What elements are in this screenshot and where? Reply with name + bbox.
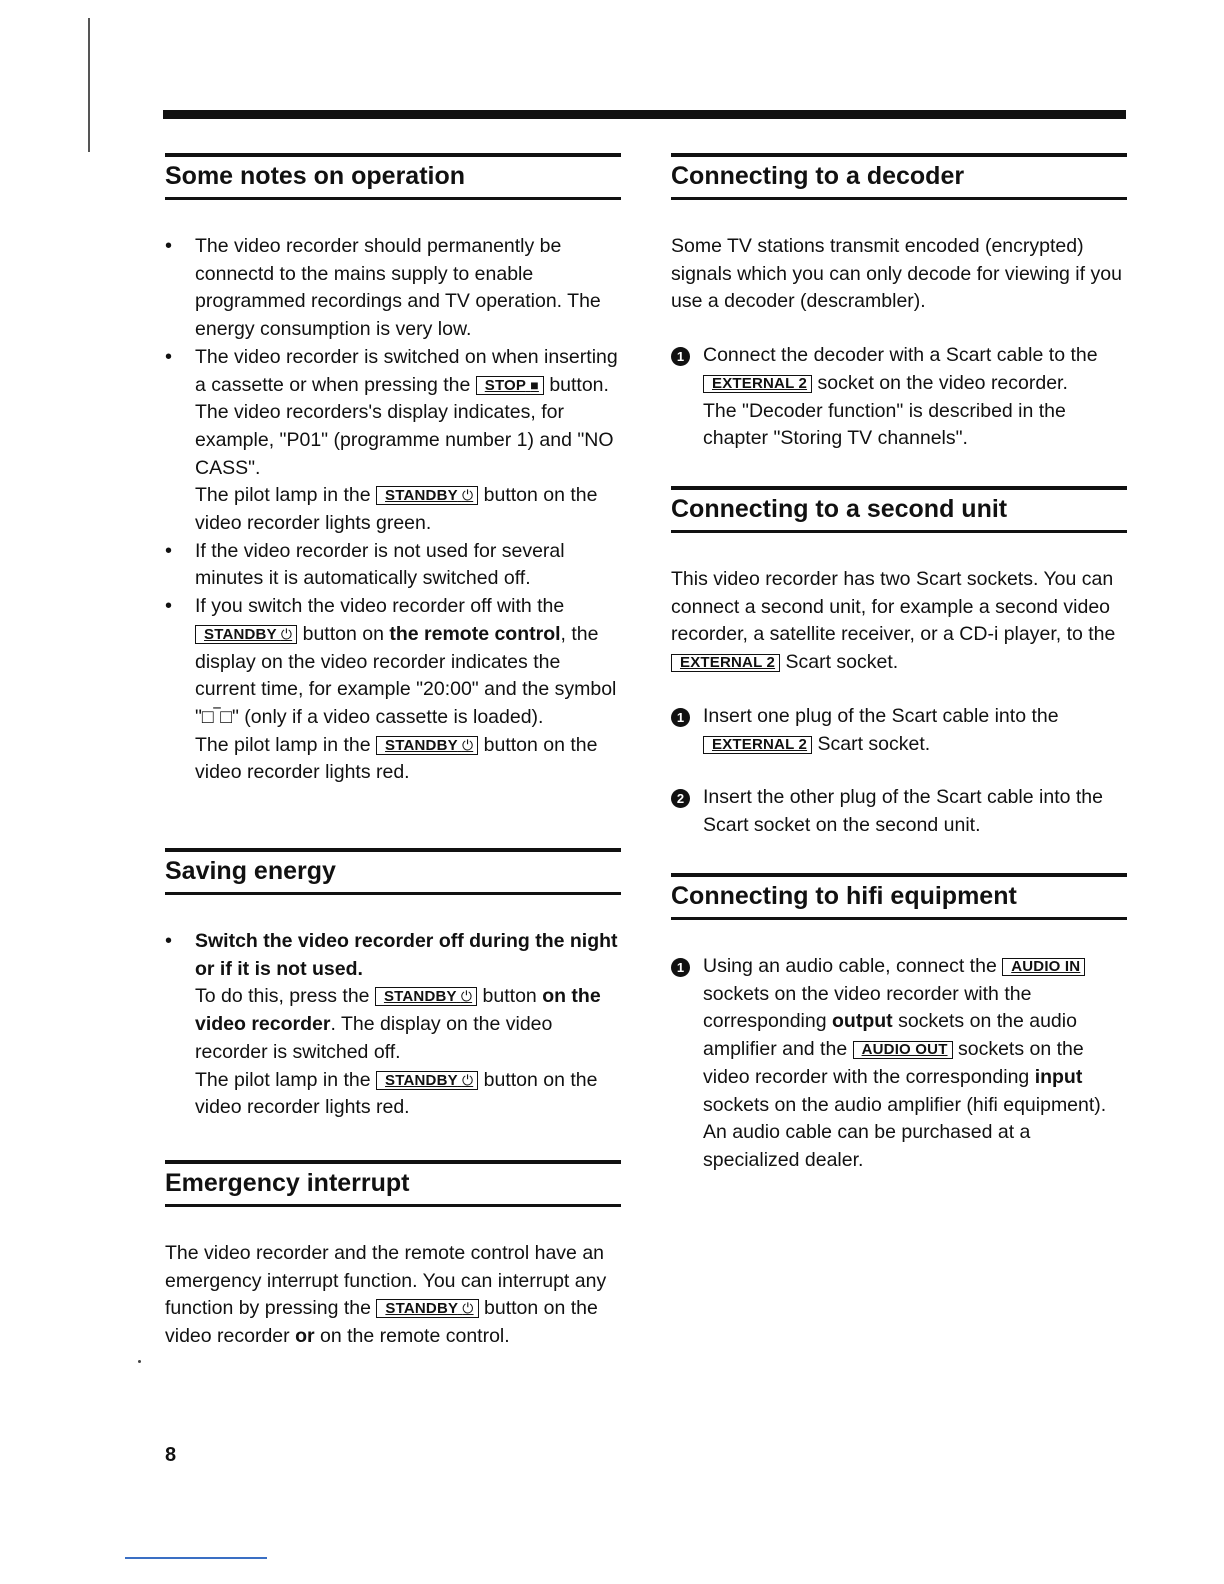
paragraph: The video recorder and the remote control have an emergency interrupt function. You can interrupt any function by pressing the STANDBY ⏻ button on the video recorder or on the remote control.	[165, 1242, 607, 1348]
step-item: 1 Insert one plug of the Scart cable into the EXTERNAL 2 Scart socket.	[671, 703, 1127, 758]
power-icon: ⏻	[461, 1071, 474, 1088]
standby-key-label: STANDBY ⏻	[376, 1299, 478, 1318]
list-item: • If the video recorder is not used for several minutes it is automatically switched off.	[165, 539, 565, 590]
power-icon: ⏻	[460, 988, 473, 1005]
external2-key-label: EXTERNAL 2	[703, 736, 812, 754]
section-body	[165, 233, 621, 787]
stop-icon: ■	[530, 376, 539, 393]
section-body	[671, 953, 1127, 1175]
step-number-icon: 2	[671, 789, 690, 808]
list-item: • The video recorder is switched on when inserting a cassette or when pressing the STOP ■ button. The video recorders's display indicates, for example, "P01" (programme number 1) and "NO CASS". The pilot lamp in the STANDBY ⏻ button on the video recorder lights green.	[165, 345, 618, 535]
paragraph: This video recorder has two Scart sockets. You can connect a second unit, for example a second video recorder, a satellite receiver, or a CD-i player, to the EXTERNAL 2 Scart socket.	[671, 568, 1116, 674]
page-number: 8	[165, 1444, 177, 1466]
section-hifi	[671, 873, 1127, 1175]
list-item: • The video recorder should permanently be connectd to the mains supply to enable programmed recordings and TV operation. The energy consumption is very low.	[165, 235, 601, 341]
paragraph: Some TV stations transmit encoded (encrypted) signals which you can only decode for viewing if you use a decoder (descrambler).	[671, 235, 1122, 313]
section-second-unit	[671, 486, 1127, 840]
external2-key-label: EXTERNAL 2	[703, 375, 812, 393]
step-item: 1 Connect the decoder with a Scart cable to the EXTERNAL 2 socket on the video recorder. The "Decoder function" is described in the chapter "Storing TV channels".	[671, 342, 1127, 453]
section-title: Saving energy	[165, 857, 336, 885]
standby-key-label: STANDBY ⏻	[376, 736, 478, 755]
section-header	[671, 486, 1127, 533]
list-item: • If you switch the video recorder off with the STANDBY ⏻ button on the remote control, the display on the video recorder indicates the current time, for example "20:00" and the symbol "□‾□" (only if a video cassette is loaded). The pilot lamp in the STANDBY ⏻ button on the video recorder lights red.	[165, 595, 617, 784]
section-header	[671, 873, 1127, 920]
audio-in-key-label: AUDIO IN	[1002, 958, 1085, 976]
scan-margin-line	[88, 18, 90, 152]
standby-key-label: STANDBY ⏻	[376, 486, 478, 505]
section-body	[671, 566, 1127, 840]
step-number-icon: 1	[671, 347, 690, 366]
section-emergency	[165, 1160, 621, 1351]
section-header	[671, 153, 1127, 200]
power-icon: ⏻	[280, 625, 293, 642]
section-decoder	[671, 153, 1127, 453]
section-title: Connecting to a second unit	[671, 495, 1008, 523]
section-body	[671, 233, 1127, 453]
power-icon: ⏻	[461, 736, 474, 753]
step-item: 2 Insert the other plug of the Scart cable into the Scart socket on the second unit.	[671, 784, 1127, 839]
power-icon: ⏻	[462, 1300, 474, 1317]
scan-speck	[138, 1360, 141, 1363]
section-notes	[165, 153, 621, 787]
section-title: Connecting to hifi equipment	[671, 882, 1017, 910]
step-item: 1 Using an audio cable, connect the AUDIO IN sockets on the video recorder with the corresponding output sockets on the audio amplifier and the AUDIO OUT sockets on the video recorder with the corresponding input sockets on the audio amplifier (hifi equipment). An audio cable can be purchased at a specialized dealer.	[671, 953, 1127, 1175]
standby-key-label: STANDBY ⏻	[195, 625, 297, 644]
section-title: Connecting to a decoder	[671, 162, 965, 190]
section-header	[165, 1160, 621, 1207]
step-number-icon: 1	[671, 708, 690, 727]
external2-key-label: EXTERNAL 2	[671, 654, 780, 672]
section-saving	[165, 848, 621, 1122]
standby-key-label: STANDBY ⏻	[375, 987, 477, 1006]
stop-key-label: STOP ■	[476, 376, 544, 395]
top-rule	[163, 110, 1126, 119]
list-item: • Switch the video recorder off during the night or if it is not used. To do this, press the STANDBY ⏻ button on the video recorder. The display on the video recorder is switched off. The pilot lamp in the STANDBY ⏻ button on the video recorder lights red.	[165, 930, 618, 1119]
step-number-icon: 1	[671, 958, 690, 977]
scan-edge-line	[125, 1557, 267, 1559]
section-body	[165, 928, 621, 1122]
section-body	[165, 1240, 621, 1351]
standby-key-label: STANDBY ⏻	[376, 1071, 478, 1090]
section-header	[165, 848, 621, 895]
section-header	[165, 153, 621, 200]
section-title: Emergency interrupt	[165, 1169, 410, 1197]
audio-out-key-label: AUDIO OUT	[853, 1041, 953, 1059]
section-title: Some notes on operation	[165, 162, 466, 190]
power-icon: ⏻	[461, 487, 474, 504]
